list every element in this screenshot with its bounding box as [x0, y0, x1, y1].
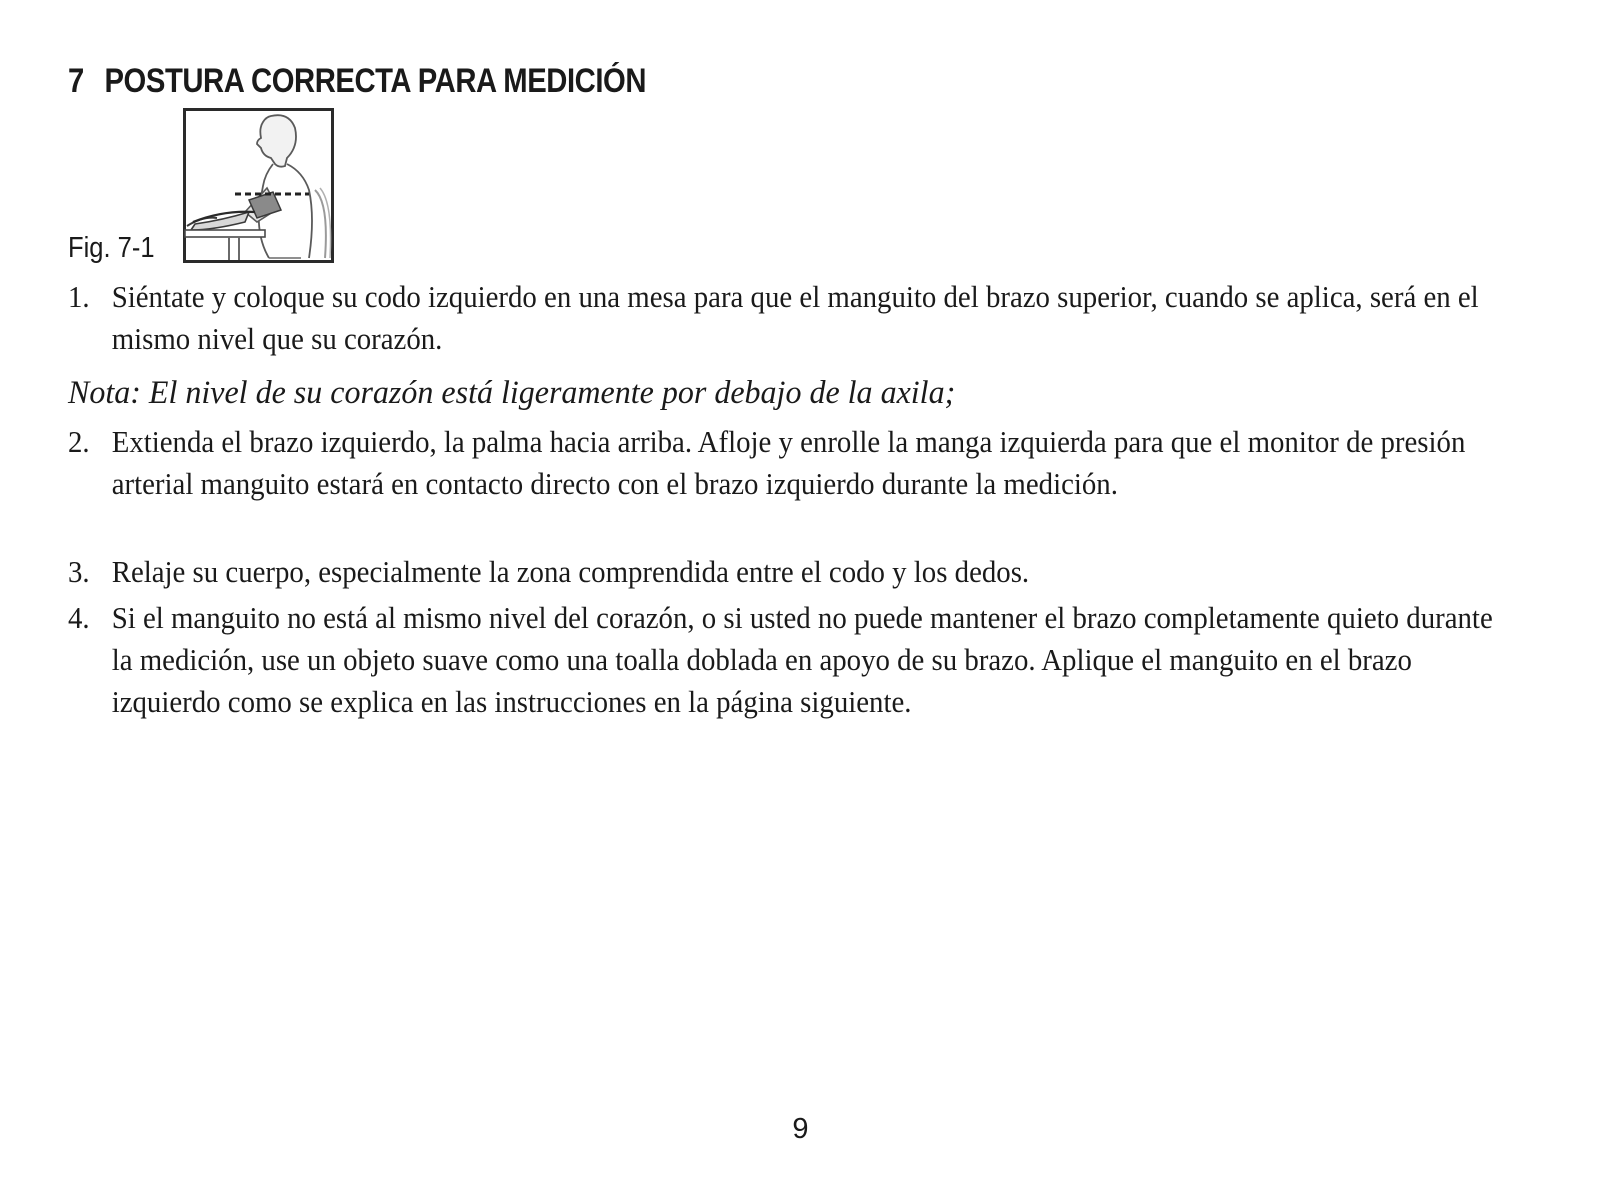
list-marker: 4.	[68, 600, 90, 635]
posture-illustration	[183, 108, 336, 268]
list-item-text: Si el manguito no está al mismo nivel del corazón, o si usted no puede mantener el brazo completamente quieto durante la medición, use un objeto suave como una toalla doblada en apoyo de su brazo. Aplique el manguito en el brazo izquierdo como se explica en las instrucciones en la página siguiente.	[111, 600, 1493, 719]
list-item-text: Extienda el brazo izquierdo, la palma hacia arriba. Afloje y enrolle la manga izquierda para que el monitor de presión arterial manguito estará en contacto directo con el brazo izquierdo durante la medición.	[111, 424, 1466, 501]
list-marker: 2.	[68, 424, 90, 459]
section-title: POSTURA CORRECTA PARA MEDICIÓN	[104, 62, 647, 100]
list-marker: 1.	[68, 279, 90, 314]
figure-label: Fig. 7-1	[68, 232, 155, 264]
section-number: 7	[68, 62, 84, 100]
list-item-text: Relaje su cuerpo, especialmente la zona comprendida entre el codo y los dedos.	[111, 554, 1030, 589]
list-marker: 3.	[68, 554, 90, 589]
page-number: 9	[792, 1113, 809, 1145]
note-text: Nota: El nivel de su corazón está ligeramente por debajo de la axila;	[68, 375, 956, 411]
section-heading	[68, 62, 646, 101]
list-item-text: Siéntate y coloque su codo izquierdo en una mesa para que el manguito del brazo superior, cuando se aplica, será en el mismo nivel que su corazón.	[111, 279, 1479, 356]
